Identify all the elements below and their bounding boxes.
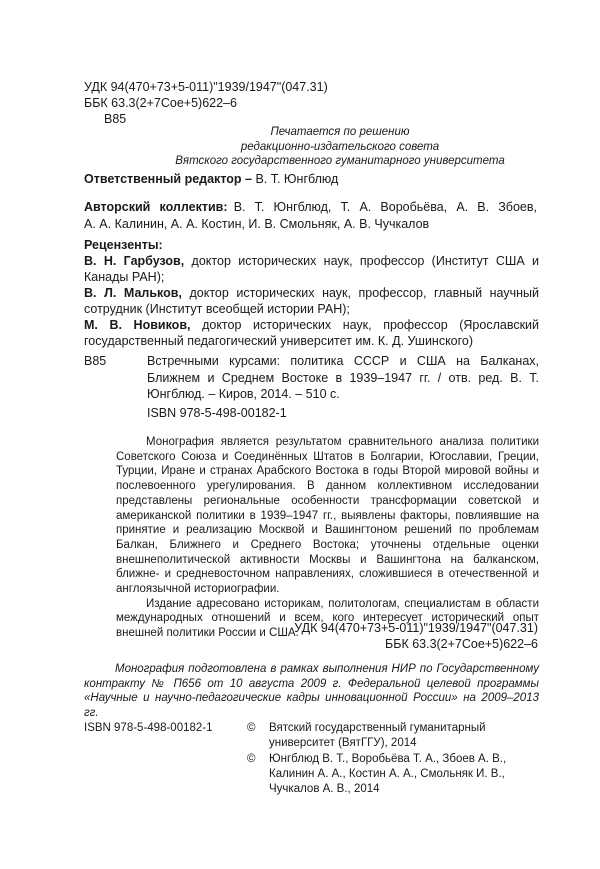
reviewer-entry: [84, 253, 539, 285]
copyright-icon: ©: [247, 722, 256, 734]
reviewer-name: В. Л. Мальков,: [84, 286, 182, 300]
abstract: [116, 435, 539, 641]
reviewer-name: В. Н. Гарбузов,: [84, 254, 185, 268]
reviewer-name: М. В. Новиков,: [84, 318, 191, 332]
publication-approval: [140, 125, 540, 169]
reviewer-details: доктор исторических наук, профессор (Ярославский государственный педагогический университет им. К. Д. Ушинского): [84, 318, 540, 348]
approval-line: редакционно-издательского совета: [240, 140, 440, 153]
reviewers-block: [84, 237, 539, 349]
copyright-icon: ©: [247, 753, 256, 765]
responsible-editor: [84, 172, 338, 186]
classification-codes-right: [294, 620, 538, 652]
approval-line: Вятского государственного гуманитарного университета: [175, 155, 505, 167]
abstract-paragraph: Издание адресовано историкам, политологам, специалистам в области международных отношений и всем, кого интересует исторический опыт внешней политики России и США.: [116, 597, 539, 640]
copyright-block: [247, 721, 539, 798]
reviewer-entry: [84, 317, 539, 349]
copyright-text: Вятский государственный гуманитарный университет (ВятГГУ), 2014: [269, 722, 486, 749]
authors-block: [84, 199, 537, 233]
authors-line-1: В. Т. Юнгблюд, Т. А. Воробьёва, А. В. Збоев,: [233, 200, 537, 214]
reviewer-details: доктор исторических наук, профессор, главный научный сотрудник (Институт всеобщей истории РАН);: [84, 286, 539, 316]
authors-line-2: А. А. Калинин, А. А. Костин, И. В. Смольняк, А. В. Чучкалов: [84, 217, 430, 231]
copyright-text: Юнгблюд В. Т., Воробьёва Т. А., Збоев А. В., Калинин А. А., Костин А. А., Смольняк И. В., Чучкалов А. В., 2014: [269, 753, 507, 795]
biblio-text: Встречными курсами: политика СССР и США на Балканах, Ближнем и Среднем Востоке в 1939–1947 гг. / отв. ред. В. Т. Юнгблюд. – Киров, 2014. – 510 с.: [147, 354, 539, 401]
project-note: Монография подготовлена в рамках выполнения НИР по Государственному контракту № П656 от 10 августа 2009 г. Федеральной целевой программы «Научные и научно-педагогические кадры инновационной России» на 2009–2013 гг.: [84, 663, 539, 719]
bbk-code: ББК 63.3(2+7Сое+5)622–6: [84, 96, 237, 110]
classification-codes: [84, 79, 328, 127]
copyright-entry: [247, 752, 539, 797]
isbn-bottom: ISBN 978-5-498-00182-1: [84, 722, 213, 734]
isbn-main: ISBN 978-5-498-00182-1: [147, 406, 287, 420]
bibliographic-record: [84, 353, 539, 403]
author-code: В85: [104, 112, 127, 126]
udk-code-right: УДК 94(470+73+5-011)"1939/1947"(047.31): [294, 621, 538, 635]
reviewers-label: Рецензенты:: [84, 238, 163, 252]
editor-label: Ответственный редактор –: [84, 172, 252, 186]
bbk-code-right: ББК 63.3(2+7Сое+5)622–6: [385, 637, 538, 651]
reviewer-details: доктор исторических наук, профессор (Институт США и Канады РАН);: [84, 254, 539, 284]
reviewer-entry: [84, 285, 539, 317]
udk-code: УДК 94(470+73+5-011)"1939/1947"(047.31): [84, 80, 328, 94]
biblio-code: В85: [84, 354, 107, 368]
abstract-paragraph: Монография является результатом сравнительного анализа политики Советского Союза и Соединённых Штатов в Болгарии, Югославии, Греции, Турции, Иране и странах Арабского Востока в годы Второй мировой войны и послевоенного урегулирования. В данном коллективном исследовании представлены региональные особенности трансформации советской и американской политики в 1939–1947 гг., выявлены факторы, повлиявшие на принятие и реализацию Москвой и Вашингтоном решений по проблемам Балкан, Ближнего и Среднего Востока; уточнены отдельные оценки внешнеполитической активности Москвы и Вашингтона на балканском, ближне- и средневосточном направлениях, сложившиеся в отечественной и англоязычной историографии.: [116, 436, 539, 596]
copyright-entry: [247, 721, 539, 751]
approval-line: Печатается по решению: [270, 126, 410, 138]
editor-name: В. Т. Юнгблюд: [255, 172, 339, 186]
authors-label: Авторский коллектив:: [84, 200, 228, 214]
